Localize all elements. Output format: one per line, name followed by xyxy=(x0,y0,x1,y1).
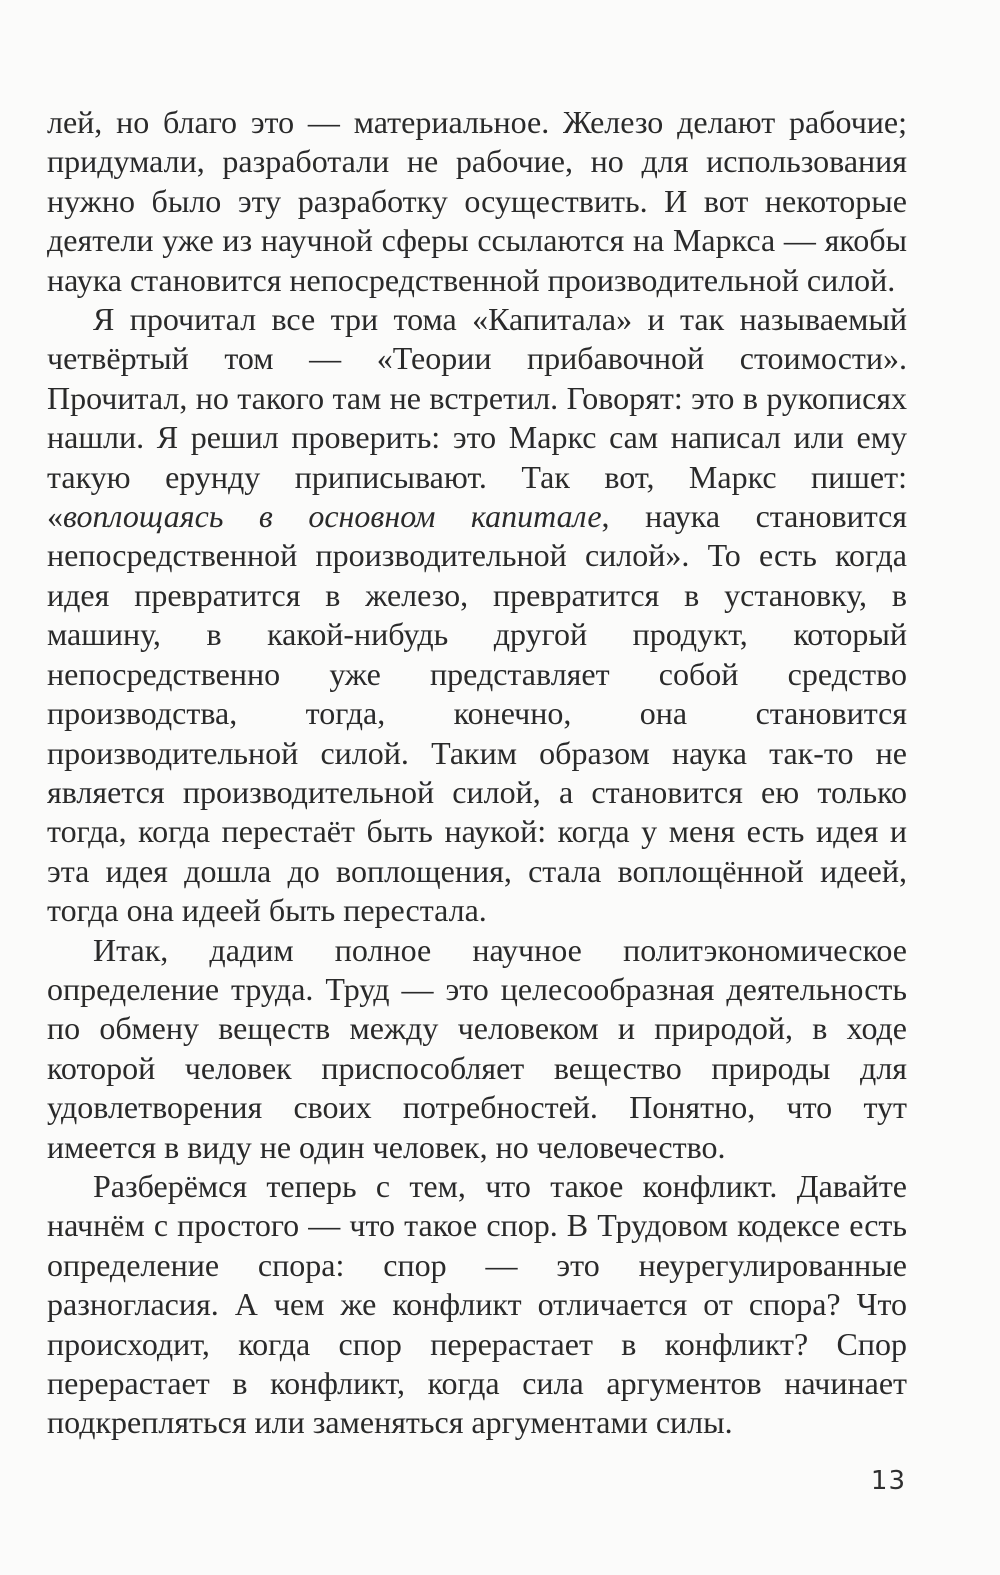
paragraph-2-after: , наука становится непосредственной производительной силой». То есть когда идея превратится в железо, превратится в установку, в машину, в какой-нибудь другой продукт, который непосредственно уже представляет собой средство производства, тогда, конечно, она становится производительной силой. Таким образом наука так-то не является производительной силой, а становится ею только тогда, когда перестаёт быть наукой: когда у меня есть идея и эта идея дошла до воплощения, стала воплощённой идеей, тогда она идеей быть перестала. xyxy=(47,498,908,929)
paragraph-2-before: Я прочитал все три тома «Капитала» и так называемый четвёртый том — «Теории прибавочной стоимости». Прочитал, но такого там не встретил. Говорят: это в рукописях нашли. Я решил проверить: это Маркс сам написал или ему такую ерунду приписывают. Так вот, Маркс пишет: « xyxy=(47,301,907,535)
paragraph-2-italic-quote: воплощаясь в основном капитале xyxy=(63,498,602,535)
paragraph-2 xyxy=(47,300,907,931)
paragraph-1: лей, но благо это — материальное. Железо делают рабочие; придумали, разработали не рабочие, но для использования нужно было эту разработку осуществить. И вот некоторые деятели уже из научной сферы ссылаются на Маркса — якобы наука становится непосредственной производительной силой. xyxy=(47,104,907,298)
paragraph-3: Итак, дадим полное научное политэкономическое определение труда. Труд — это целесообразная деятельность по обмену веществ между человеком и природой, в ходе которой человек приспособляет вещество природы для удовлетворения своих потребностей. Понятно, что тут имеется в виду не один человек, но человечество. xyxy=(47,931,907,1165)
page-number: 13 xyxy=(870,1466,906,1496)
paragraph-4: Разберёмся теперь с тем, что такое конфликт. Давайте начнём с простого — что такое спор. В Трудовом кодексе есть определение спора: спор — это неурегулированные разногласия. А чем же конфликт отличается от спора? Что происходит, когда спор перерастает в конфликт? Спор перерастает в конфликт, когда сила аргументов начинает подкрепляться или заменяться аргументами силы. xyxy=(47,1167,907,1441)
body-text xyxy=(47,103,907,1443)
